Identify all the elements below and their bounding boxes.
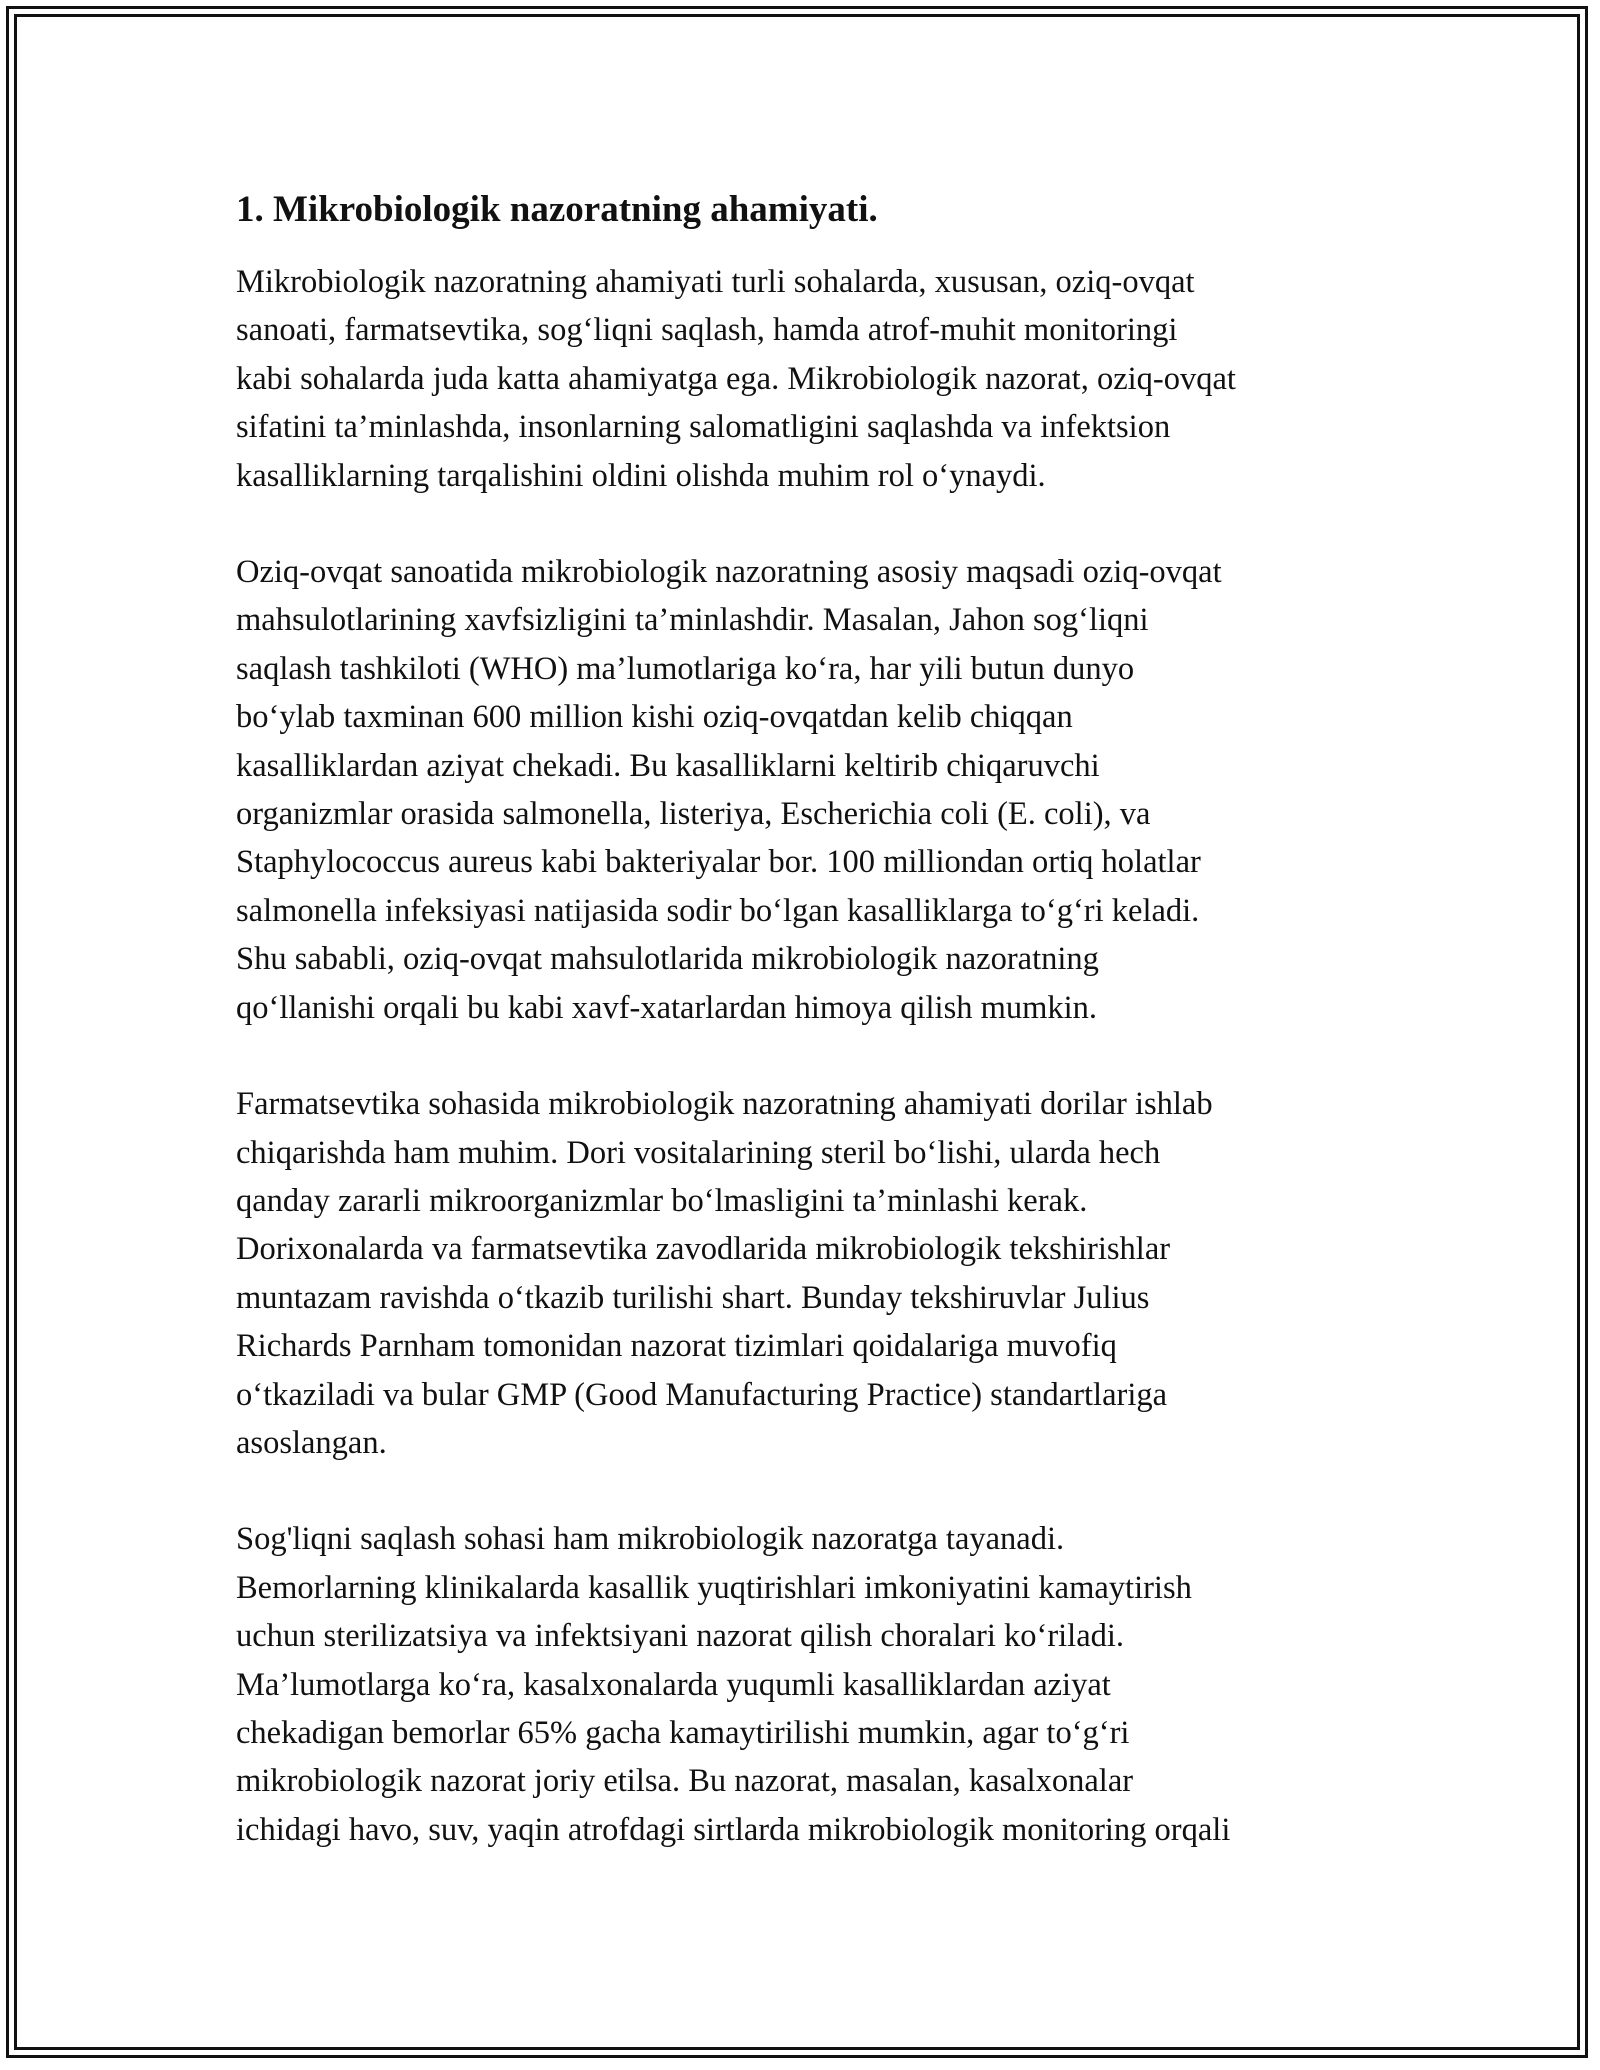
document-body bbox=[236, 186, 1386, 1902]
text-line: Farmatsevtika sohasida mikrobiologik nazoratning ahamiyati dorilar ishlab bbox=[236, 1086, 1213, 1123]
text-line: sifatini ta’minlashda, insonlarning salomatligini saqlashda va infektsion bbox=[236, 409, 1171, 446]
text-line: ichidagi havo, suv, yaqin atrofdagi sirtlarda mikrobiologik monitoring orqali bbox=[236, 1811, 1231, 1848]
text-line: Dorixonalarda va farmatsevtika zavodlarida mikrobiologik tekshirishlar bbox=[236, 1231, 1171, 1268]
text-line: asoslangan. bbox=[236, 1424, 387, 1461]
text-line: Sog'liqni saqlash sohasi ham mikrobiologik nazoratga tayanadi. bbox=[236, 1521, 1065, 1558]
text-line: salmonella infeksiyasi natijasida sodir bo‘lgan kasalliklarga to‘g‘ri keladi. bbox=[236, 892, 1200, 929]
text-line: Shu sababli, oziq-ovqat mahsulotlarida mikrobiologik nazoratning bbox=[236, 941, 1099, 978]
text-line: qanday zararli mikroorganizmlar bo‘lmasligini ta’minlashi kerak. bbox=[236, 1182, 1088, 1219]
text-line: kasalliklardan aziyat chekadi. Bu kasalliklarni keltirib chiqaruvchi bbox=[236, 747, 1100, 784]
text-line: Bemorlarning klinikalarda kasallik yuqtirishlari imkoniyatini kamaytirish bbox=[236, 1569, 1192, 1606]
text-line: Richards Parnham tomonidan nazorat tizimlari qoidalariga muvofiq bbox=[236, 1328, 1117, 1365]
paragraph-2 bbox=[236, 548, 1386, 1032]
text-line: muntazam ravishda o‘tkazib turilishi shart. Bunday tekshiruvlar Julius bbox=[236, 1279, 1150, 1316]
text-line: qo‘llanishi orqali bu kabi xavf-xatarlardan himoya qilish mumkin. bbox=[236, 989, 1098, 1026]
text-line: bo‘ylab taxminan 600 million kishi oziq-ovqatdan kelib chiqqan bbox=[236, 699, 1073, 736]
text-line: mikrobiologik nazorat joriy etilsa. Bu nazorat, masalan, kasalxonalar bbox=[236, 1763, 1134, 1800]
text-line: Oziq-ovqat sanoatida mikrobiologik nazoratning asosiy maqsadi oziq-ovqat bbox=[236, 554, 1222, 591]
text-line: organizmlar orasida salmonella, listeriya, Escherichia coli (E. coli), va bbox=[236, 796, 1151, 833]
text-line: kasalliklarning tarqalishini oldini olishda muhim rol o‘ynaydi. bbox=[236, 457, 1046, 494]
text-line: Ma’lumotlarga ko‘ra, kasalxonalarda yuqumli kasalliklardan aziyat bbox=[236, 1666, 1111, 1703]
text-line: sanoati, farmatsevtika, sog‘liqni saqlash, hamda atrof-muhit monitoringi bbox=[236, 312, 1178, 349]
section-heading: 1. Mikrobiologik nazoratning ahamiyati. bbox=[236, 189, 878, 230]
text-line: chiqarishda ham muhim. Dori vositalarining steril bo‘lishi, ularda hech bbox=[236, 1134, 1161, 1171]
text-line: mahsulotlarining xavfsizligini ta’minlashdir. Masalan, Jahon sog‘liqni bbox=[236, 602, 1149, 639]
text-line: Staphylococcus aureus kabi bakteriyalar bor. 100 milliondan ortiq holatlar bbox=[236, 844, 1201, 881]
text-line: uchun sterilizatsiya va infektsiyani nazorat qilish choralari ko‘riladi. bbox=[236, 1618, 1125, 1655]
paragraph-1 bbox=[236, 258, 1386, 500]
text-line: o‘tkaziladi va bular GMP (Good Manufacturing Practice) standartlariga bbox=[236, 1376, 1168, 1413]
text-line: chekadigan bemorlar 65% gacha kamaytirilishi mumkin, agar to‘g‘ri bbox=[236, 1714, 1130, 1751]
text-line: saqlash tashkiloti (WHO) ma’lumotlariga ko‘ra, har yili butun dunyo bbox=[236, 650, 1135, 687]
text-line: Mikrobiologik nazoratning ahamiyati turli sohalarda, xususan, oziq-ovqat bbox=[236, 264, 1195, 300]
paragraph-3 bbox=[236, 1080, 1386, 1467]
paragraph-4 bbox=[236, 1515, 1386, 1854]
text-line: kabi sohalarda juda katta ahamiyatga ega. Mikrobiologik nazorat, oziq-ovqat bbox=[236, 360, 1236, 397]
